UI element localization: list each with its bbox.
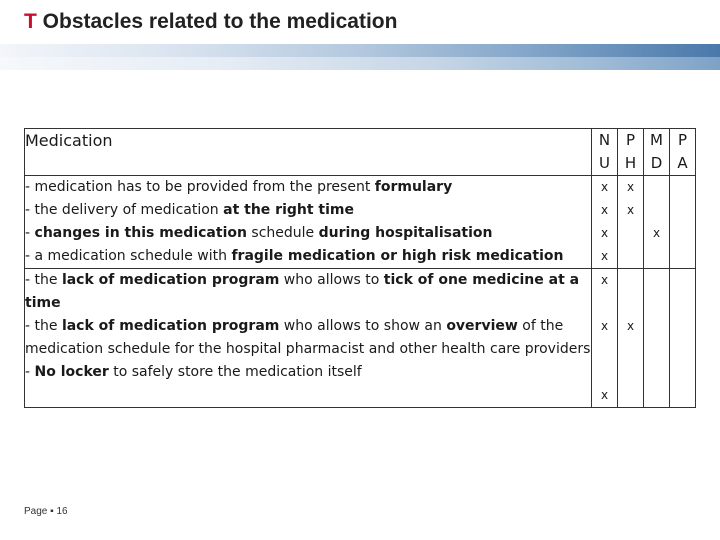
check-mark: x [652, 226, 661, 240]
table-header-row [25, 129, 696, 176]
check-mark [644, 176, 669, 199]
check-mark: x [600, 203, 609, 217]
body-text: who allows to [279, 272, 384, 288]
group1-col-md [644, 176, 670, 269]
emphasis-text: during hospitalisation [318, 225, 493, 241]
check-mark: x [600, 226, 609, 240]
group2-col-md [644, 269, 670, 408]
slide-title [24, 10, 397, 34]
check-mark [670, 199, 695, 222]
group1-col-pa [670, 176, 696, 269]
check-mark [670, 384, 695, 407]
table-row-group-2 [25, 269, 696, 408]
check-mark: x [600, 180, 609, 194]
title-text: Obstacles related to the medication [42, 10, 398, 33]
emphasis-text: fragile medication or high risk medication [231, 248, 564, 264]
medication-obstacles-table [24, 128, 696, 408]
header-col-line1: P [677, 131, 688, 149]
check-mark [670, 315, 695, 384]
check-mark: x [626, 203, 635, 217]
check-mark: x [626, 180, 635, 194]
check-mark [618, 384, 643, 407]
group2-block [25, 269, 591, 315]
header-col-line1: N [598, 131, 611, 149]
emphasis-text: tick of one medicine at a time [25, 272, 580, 311]
group1-col-nu [592, 176, 618, 269]
group2-col-ph [618, 269, 644, 408]
group2-col-nu [592, 269, 618, 408]
check-mark [670, 245, 695, 268]
header-col-line2: A [677, 154, 688, 172]
group2-col-pa [670, 269, 696, 408]
header-col-pa [670, 129, 696, 176]
body-text: - the [25, 272, 62, 288]
body-text: to safely store the medication itself [108, 364, 362, 380]
body-text: - [25, 364, 35, 380]
header-col-line1: M [650, 131, 663, 149]
check-mark [644, 384, 669, 407]
check-mark: x [600, 319, 609, 333]
title-prefix-letter: T [24, 10, 37, 33]
check-mark [644, 199, 669, 222]
group1-line [25, 199, 591, 222]
check-mark: x [600, 273, 609, 287]
header-col-line2: D [650, 154, 663, 172]
page-number: Page ▪ 16 [24, 506, 68, 517]
emphasis-text: overview [446, 318, 518, 334]
check-mark [618, 245, 643, 268]
group2-block [25, 361, 591, 384]
check-mark: x [600, 249, 609, 263]
body-text: who allows to show an [279, 318, 447, 334]
check-mark [644, 269, 669, 315]
header-col-line1: P [625, 131, 636, 149]
check-mark [670, 269, 695, 315]
body-text: - a medication schedule with [25, 248, 232, 264]
header-col-line2: U [599, 154, 610, 172]
group1-line [25, 176, 591, 199]
check-mark [618, 269, 643, 315]
group1-col-ph [618, 176, 644, 269]
emphasis-text: changes in this medication [34, 225, 247, 241]
emphasis-text: lack of medication program [61, 272, 280, 288]
body-text: - the delivery of medication [25, 202, 224, 218]
header-col-md [644, 129, 670, 176]
check-mark [670, 222, 695, 245]
emphasis-text: No locker [34, 364, 109, 380]
group2-text-cell [25, 269, 592, 408]
table-row-group-1 [25, 176, 696, 269]
group2-block [25, 315, 591, 361]
title-gradient-band [0, 44, 720, 70]
check-mark [670, 176, 695, 199]
header-label: Medication [25, 129, 592, 176]
group1-text-cell [25, 176, 592, 269]
body-text: - the [25, 318, 62, 334]
header-col-ph [618, 129, 644, 176]
emphasis-text: formulary [374, 179, 453, 195]
emphasis-text: lack of medication program [61, 318, 280, 334]
group1-line [25, 222, 591, 245]
group1-line [25, 245, 591, 268]
check-mark [644, 315, 669, 384]
emphasis-text: at the right time [223, 202, 354, 218]
body-text: of the medication schedule for the hospital pharmacist and other health care providers [25, 318, 591, 357]
body-text: - medication has to be provided from the present [25, 179, 375, 195]
check-mark: x [600, 388, 609, 402]
check-mark [618, 222, 643, 245]
check-mark: x [626, 319, 635, 333]
body-text: schedule [246, 225, 319, 241]
header-col-nu [592, 129, 618, 176]
check-mark [644, 245, 669, 268]
body-text: - [25, 225, 35, 241]
header-col-line2: H [624, 154, 637, 172]
